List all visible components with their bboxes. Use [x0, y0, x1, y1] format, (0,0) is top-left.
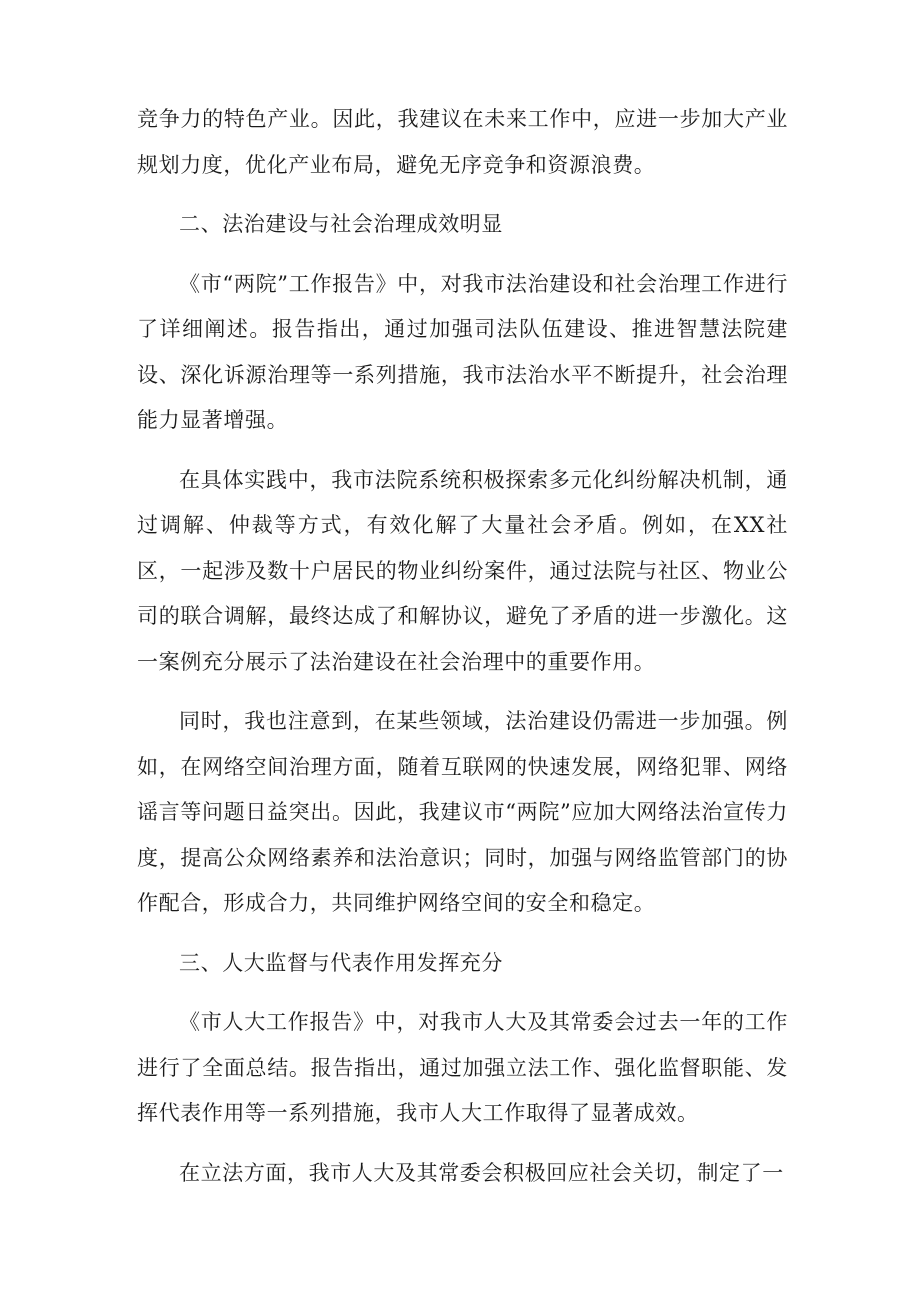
paragraph-4: 同时，我也注意到，在某些领域，法治建设仍需进一步加强。例如，在网络空间治理方面，随着互联网的快速发展，网络犯罪、网络谣言等问题日益突出。因此，我建议市“两院”应加大网络法治宣传力度，提高公众网络素养和法治意识；同时，加强与网络监管部门的协作配合，形成合力，共同维护网络空间的安全和稳定。	[137, 709, 788, 915]
section-heading-3: 三、人大监督与代表作用发挥充分	[179, 950, 503, 975]
section-heading-2: 二、法治建设与社会治理成效明显	[179, 212, 503, 236]
paragraph-1: 竞争力的特色产业。因此，我建议在未来工作中，应进一步加大产业规划力度，优化产业布局，避免无序竞争和资源浪费。	[137, 107, 788, 177]
paragraph-5: 《市人大工作报告》中，对我市人大及其常委会过去一年的工作进行了全面总结。报告指出，通过加强立法工作、强化监督职能、发挥代表作用等一系列措施，我市人大工作取得了显著成效。	[137, 1010, 788, 1125]
document-page	[137, 97, 788, 1210]
paragraph-3: 在具体实践中，我市法院系统积极探索多元化纠纷解决机制，通过调解、仲裁等方式，有效化解了大量社会矛盾。例如，在XX社区，一起涉及数十户居民的物业纠纷案件，通过法院与社区、物业公司的联合调解，最终达成了和解协议，避免了矛盾的进一步激化。这一案例充分展示了法治建设在社会治理中的重要作用。	[137, 467, 788, 674]
paragraph-6: 在立法方面，我市人大及其常委会积极回应社会关切，制定了一	[179, 1160, 784, 1185]
paragraph-2: 《市“两院”工作报告》中，对我市法治建设和社会治理工作进行了详细阐述。报告指出，通过加强司法队伍建设、推进智慧法院建设、深化诉源治理等一系列措施，我市法治水平不断提升，社会治理能力显著增强。	[137, 271, 788, 432]
